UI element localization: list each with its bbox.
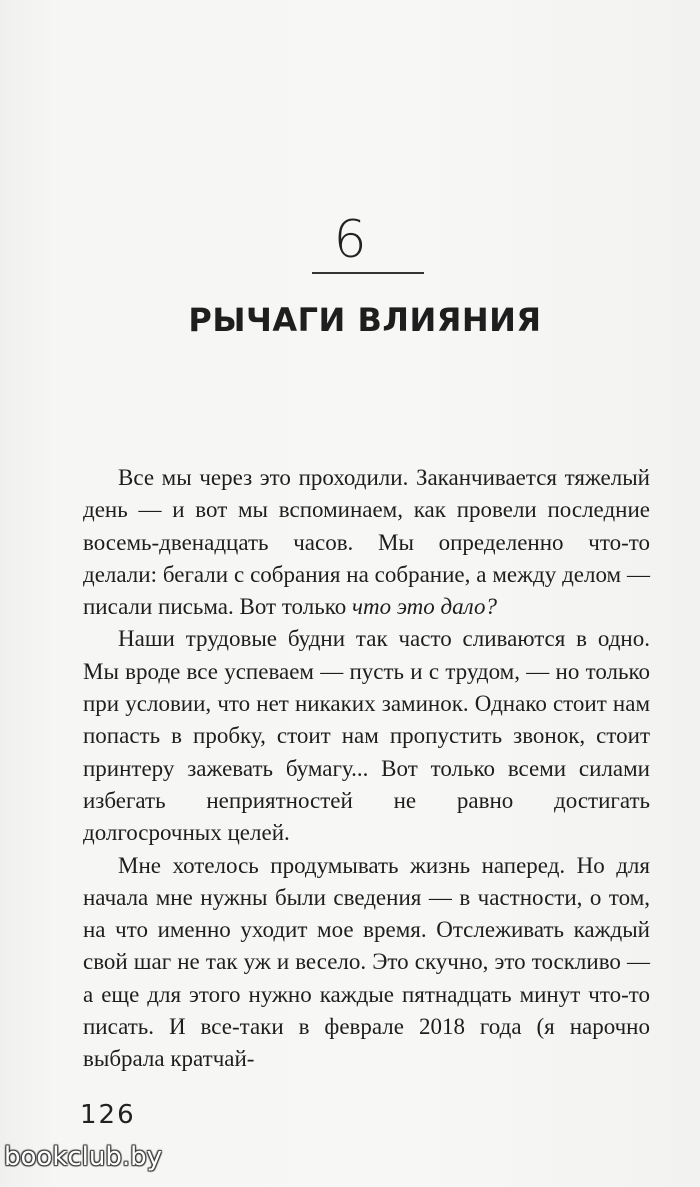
paragraph-1 bbox=[83, 462, 650, 623]
site-watermark: bookclub.by bbox=[4, 1142, 163, 1172]
paragraph-3: Мне хотелось продумывать жизнь наперед. Но для начала мне нужны были сведения — в частности, о том, на что именно уходит мое время. Отслеживать каждый свой шаг не так уж и весело. Это скучно, это тоскливо — а еще для этого нужно каждые пятнадцать минут что-то писать. И все-таки в феврале 2018 года (я нарочно выбрала кратчай- bbox=[83, 852, 650, 1072]
paragraph-1-italic: что это дало? bbox=[351, 594, 497, 620]
paragraph-2: Наши трудовые будни так часто сливаются в одно. Мы вроде все успеваем — пусть и с трудом, — но только при условии, что нет никаких заминок. Однако стоит нам попасть в пробку, стоит нам пропустить звонок, стоит принтеру зажевать бумагу... Вот только всеми силами избегать неприятностей не равно достигать долгосрочных целей. bbox=[83, 626, 650, 846]
chapter-title: РЫЧАГИ ВЛИЯНИЯ bbox=[188, 301, 542, 339]
body-text bbox=[83, 462, 650, 1076]
paragraph-1-text: Все мы через это проходили. Заканчивается тяжелый день — и вот мы вспоминаем, как провели последние восемь-двенадцать часов. Мы определенно что-то делали: бегали с собрания на собрание, а между делом — писали письма. Вот только bbox=[83, 465, 650, 620]
page-number: 126 bbox=[80, 1100, 136, 1130]
chapter-divider bbox=[312, 272, 424, 274]
chapter-number: 6 bbox=[333, 210, 367, 270]
